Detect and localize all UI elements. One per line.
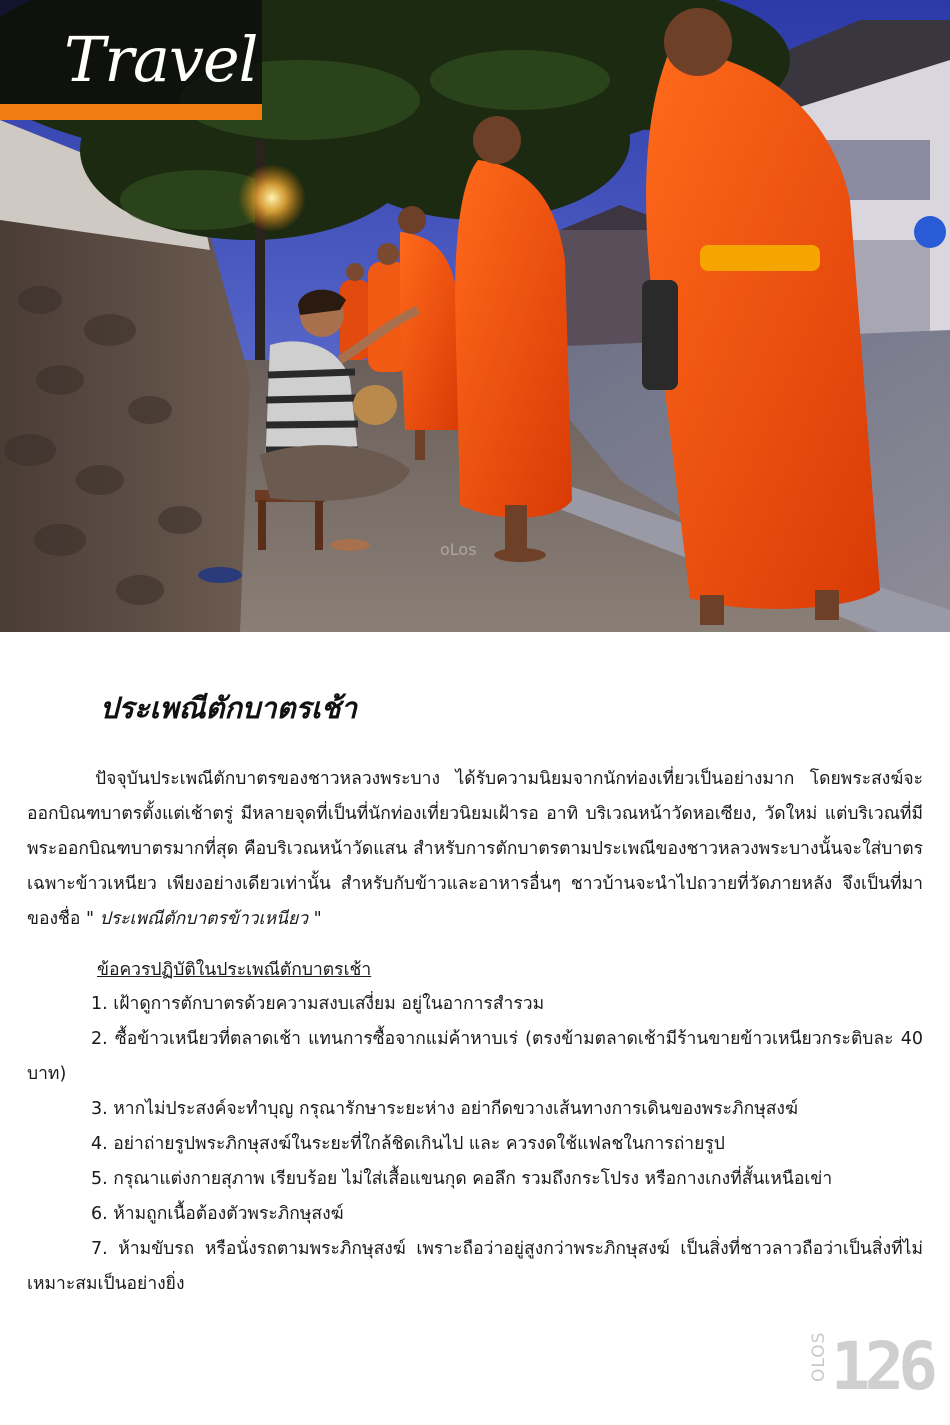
rule-item: 6. ห้ามถูกเนื้อต้องตัวพระภิกษุสงฆ์ — [91, 1204, 344, 1224]
section-label — [0, 0, 262, 122]
paragraph-emphasis: ประเพณีตักบาตรข้าวเหนียว — [99, 908, 309, 929]
rule-item: 1. เฝ้าดูการตักบาตรด้วยความสงบเสงี่ยม อยู่ในอาการสำรวม — [91, 994, 545, 1014]
article-paragraph — [27, 762, 923, 937]
page-folio — [808, 1328, 932, 1405]
rule-item: 2. ซื้อข้าวเหนียวที่ตลาดเช้า แทนการซื้อจากแม่ค้าหาบเร่ (ตรงข้ามตลาดเช้ามีร้านขายข้าวเหนียวกระติบละ 40 บาท) — [27, 1029, 923, 1084]
rule-item: 5. กรุณาแต่งกายสุภาพ เรียบร้อย ไม่ใส่เสื้อแขนกุด คอลึก รวมถึงกระโปรง หรือกางเกงที่สั้นเหนือเข่า — [91, 1169, 833, 1189]
image-watermark: oLos — [440, 540, 477, 559]
section-accent-bar — [0, 104, 262, 120]
section-title: Travel — [64, 23, 258, 96]
paragraph-tail: " — [308, 908, 322, 929]
rules-list — [27, 987, 923, 1302]
rule-item: 3. หากไม่ประสงค์จะทำบุญ กรุณารักษาระยะห่าง อย่ากีดขวางเส้นทางการเดินของพระภิกษุสงฆ์ — [91, 1099, 798, 1119]
rule-item: 4. อย่าถ่ายรูปพระภิกษุสงฆ์ในระยะที่ใกล้ชิดเกินไป และ ควรงดใช้แฟลชในการถ่ายรูป — [91, 1134, 725, 1154]
folio-brand: OLOS — [808, 1331, 829, 1382]
paragraph-lead: ปัจจุบันประเพณีตักบาตรของชาวหลวงพระบาง ได้รับความนิยมจากนักท่องเที่ยวเป็นอย่างมาก โดยพระสงฆ์จะออกบิณฑบาตรตั้งแต่เช้าตรู่ มีหลายจุดที่เป็นที่นักท่องเที่ยวนิยมเฝ้ารอ อาทิ บริเวณหน้าวัดหอเซียง, วัดใหม่ แต่บริเวณที่มีพระออกบิณฑบาตรมากที่สุด คือบริเวณหน้าวัดแสน สำหรับการตักบาตรตามประเพณีของชาวหลวงพระบางนั้นจะใส่บาตร เฉพาะข้าวเหนียว เพียงอย่างเดียวเท่านั้น สำหรับกับข้าวและอาหารอื่นๆ ชาวบ้านจะนำไปถวายที่วัดภายหลัง จึงเป็นที่มาของชื่อ " — [27, 768, 923, 929]
rule-item: 7. ห้ามขับรถ หรือนั่งรถตามพระภิกษุสงฆ์ เพราะถือว่าอยู่สูงกว่าพระภิกษุสงฆ์ เป็นสิ่งที่ชาวลาวถือว่าเป็นสิ่งที่ไม่เหมาะสมเป็นอย่างยิ่ง — [27, 1239, 923, 1294]
page-number: 126 — [830, 1328, 932, 1405]
rules-heading: ข้อควรปฏิบัติในประเพณีตักบาตรเช้า — [97, 960, 372, 980]
article-title: ประเพณีตักบาตรเช้า — [100, 691, 357, 725]
